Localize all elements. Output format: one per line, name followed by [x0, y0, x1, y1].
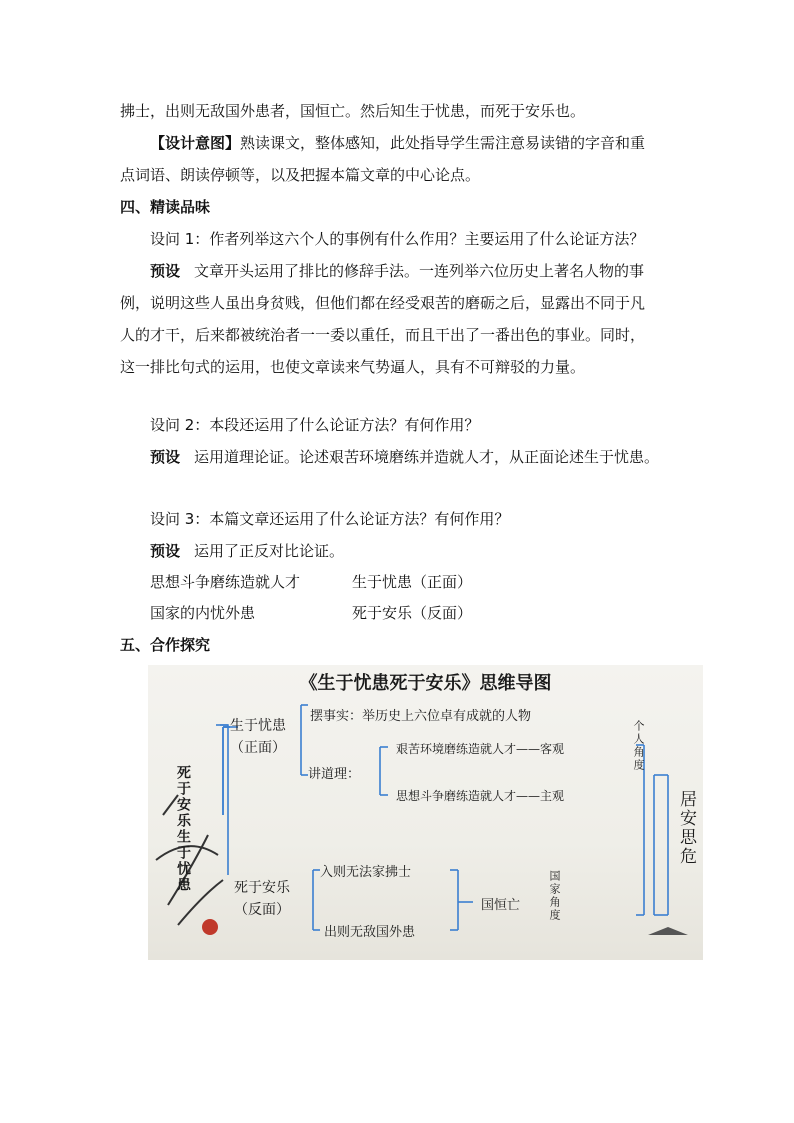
question-2: 设问 2：本段还运用了什么论证方法？有何作用？ — [150, 416, 480, 434]
answer-1-line-3: 人的才干，后来都被统治者一一委以重任，而且干出了一番出色的事业。同时， — [120, 326, 646, 344]
question-3: 设问 3：本篇文章还运用了什么论证方法？有何作用？ — [150, 510, 510, 528]
answer-1-line-4: 这一排比句式的运用，也使文章读来气势逼人，具有不可辩驳的力量。 — [120, 358, 586, 376]
answer-label: 预设 — [150, 542, 181, 560]
comparison-row-1-right: 生于忧患（正面） — [352, 573, 473, 591]
outer-node: 出则无敌国外患 — [324, 925, 416, 940]
design-intent-line-2: 点词语、朗读停顿等，以及把握本篇文章的中心论点。 — [120, 166, 481, 184]
answer-3-text: 运用了正反对比论证。 — [194, 542, 345, 560]
answer-label: 预设 — [150, 448, 181, 466]
answer-2-text: 运用道理论证。论述艰苦环境磨练并造就人才，从正面论述生于忧患。 — [194, 448, 660, 466]
branch-negative-label: 死于安乐 — [234, 880, 290, 896]
reason-node: 讲道理： — [308, 767, 361, 782]
answer-label: 预设 — [150, 262, 181, 280]
branch-positive-label: 生于忧患 — [230, 718, 286, 734]
answer-1-line-1 — [150, 261, 644, 281]
mind-map-root: 死于安乐生于忧患 — [175, 765, 191, 893]
mind-map-image — [148, 665, 703, 960]
comparison-row-2-left: 国家的内忧外患 — [150, 604, 256, 622]
section-heading-5: 五、合作探究 — [120, 636, 211, 654]
answer-1-line-2: 例，说明这些人虽出身贫贱，但他们都在经受艰苦的磨砺之后，显露出不同于凡 — [120, 294, 646, 312]
comparison-row-1-left: 思想斗争磨练造就人才 — [150, 573, 301, 591]
boat-icon — [648, 927, 688, 935]
design-intent-label: 【设计意图】 — [150, 134, 241, 152]
result-node: 国恒亡 — [481, 898, 521, 913]
personal-angle: 个人角度 — [632, 720, 645, 772]
design-intent-text: 熟读课文，整体感知，此处指导学生需注意易读错的字音和重 — [240, 134, 646, 152]
answer-1-text: 文章开头运用了排比的修辞手法。一连列举六位历史上著名人物的事 — [194, 262, 645, 280]
section-heading-4: 四、精读品味 — [120, 198, 211, 216]
branch-negative — [234, 877, 290, 921]
paragraph-quote: 拂士，出则无敌国外患者，国恒亡。然后知生于忧患，而死于安乐也。 — [120, 102, 586, 120]
national-angle: 国家角度 — [548, 870, 561, 922]
branch-negative-sub: （反面） — [234, 902, 290, 918]
comparison-row-2-right: 死于安乐（反面） — [352, 604, 473, 622]
question-1: 设问 1：作者列举这六个人的事例有什么作用？主要运用了什么论证方法？ — [150, 230, 645, 248]
inner-node: 入则无法家拂士 — [320, 865, 412, 880]
mind-map-title: 《生于忧患死于安乐》思维导图 — [299, 673, 552, 694]
red-seal-stamp — [202, 919, 218, 935]
reason-subjective: 思想斗争磨练造就人才——主观 — [396, 789, 565, 803]
reason-objective: 艰苦环境磨练造就人才——客观 — [396, 742, 565, 756]
branch-positive-sub: （正面） — [230, 740, 286, 756]
conclusion: 居安思危 — [676, 790, 696, 866]
answer-2 — [150, 447, 659, 467]
branch-positive — [230, 715, 286, 759]
fact-node: 摆事实：举历史上六位卓有成就的人物 — [310, 709, 532, 724]
design-intent-line-1 — [150, 133, 645, 153]
answer-3 — [150, 541, 344, 561]
